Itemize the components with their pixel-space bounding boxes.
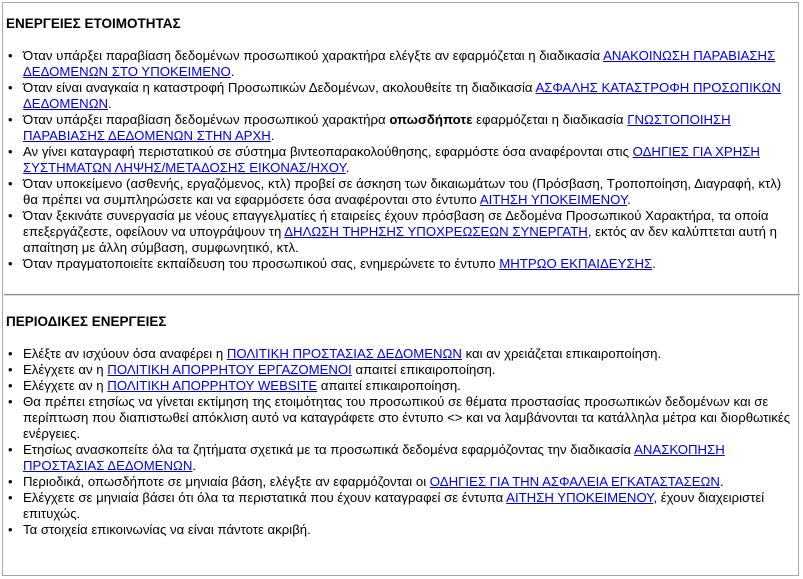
link-privacy-policy-website[interactable]: ΠΟΛΙΤΙΚΗ ΑΠΟΡΡΗΤΟΥ WEBSITE (107, 378, 318, 393)
link-breach-notification-authority[interactable]: ΓΝΩΣΤΟΠΟΙΗΣΗ ΠΑΡΑΒΙΑΣΗΣ ΔΕΔΟΜΕΝΩΝ ΣΤΗΝ ΑΡΧΗ (23, 112, 731, 143)
list-item: • Αν γίνει καταγραφή περιστατικού σε σύστημα βιντεοπαρακολούθησης, εφαρμόστε όσα αναφέρονται στις ΟΔΗΓΙΕΣ ΓΙΑ ΧΡΗΣΗ ΣΥΣΤΗΜΑΤΩΝ ΛΗΨΗΣ/ΜΕΤΑΔΟΣΗΣ ΕΙΚΟΝΑΣ/ΗΧΟΥ. (6, 144, 797, 176)
list-item: • Όταν υπάρξει παραβίαση δεδομένων προσωπικού χαρακτήρα οπωσδήποτε εφαρμόζεται η διαδικασία ΓΝΩΣΤΟΠΟΙΗΣΗ ΠΑΡΑΒΙΑΣΗΣ ΔΕΔΟΜΕΝΩΝ ΣΤΗΝ ΑΡΧΗ. (6, 112, 797, 144)
link-privacy-policy-employees[interactable]: ΠΟΛΙΤΙΚΗ ΑΠΟΡΡΗΤΟΥ ΕΡΓΑΖΟΜΕΝΟΙ (107, 362, 352, 377)
link-subject-request[interactable]: ΑΙΤΗΣΗ ΥΠΟΚΕΙΜΕΝΟΥ (479, 192, 628, 207)
list-item: • Περιοδικά, οπωσδήποτε σε μηνιαία βάση, ελέγξτε αν εφαρμόζονται οι ΟΔΗΓΙΕΣ ΓΙΑ ΤΗΝ ΑΣΦΑΛΕΙΑ ΕΓΚΑΤΑΣΤΑΣΕΩΝ. (6, 474, 797, 490)
periodic-list (6, 346, 797, 538)
list-item: • Ελέγχετε αν η ΠΟΛΙΤΙΚΗ ΑΠΟΡΡΗΤΟΥ WEBSITE απαιτεί επικαιροποίηση. (6, 378, 797, 394)
periodic-section (6, 314, 797, 538)
list-item: • Ελέγχετε σε μηνιαία βάσει ότι όλα τα περιστατικά που έχουν καταγραφεί σε έντυπα ΑΙΤΗΣΗ ΥΠΟΚΕΙΜΕΝΟΥ, έχουν διαχειριστεί επιτυχώς. (6, 490, 797, 522)
list-item: • Ετησίως ανασκοπείτε όλα τα ζητήματα σχετικά με τα προσωπικά δεδομένα εφαρμόζοντας την διαδικασία ΑΝΑΣΚΟΠΗΣΗ ΠΡΟΣΤΑΣΙΑΣ ΔΕΔΟΜΕΝΩΝ. (6, 442, 797, 474)
readiness-section (6, 16, 797, 272)
link-facility-security-guidelines[interactable]: ΟΔΗΓΙΕΣ ΓΙΑ ΤΗΝ ΑΣΦΑΛΕΙΑ ΕΓΚΑΤΑΣΤΑΣΕΩΝ (429, 474, 720, 489)
list-item: • Όταν είναι αναγκαία η καταστροφή Προσωπικών Δεδομένων, ακολουθείτε τη διαδικασία ΑΣΦΑΛΗΣ ΚΑΤΑΣΤΡΟΦΗ ΠΡΟΣΩΠΙΚΩΝ ΔΕΔΟΜΕΝΩΝ. (6, 80, 797, 112)
link-subject-request-forms[interactable]: ΑΙΤΗΣΗ ΥΠΟΚΕΙΜΕΝΟΥ (506, 490, 654, 505)
link-data-protection-policy[interactable]: ΠΟΛΙΤΙΚΗ ΠΡΟΣΤΑΣΙΑΣ ΔΕΔΟΜΕΝΩΝ (226, 346, 462, 361)
list-item: • Όταν υποκείμενο (ασθενής, εργαζόμενος, κτλ) προβεί σε άσκηση των δικαιωμάτων του (Πρόσβαση, Τροποποίηση, Διαγραφή, κτλ) θα πρέπει να συμπληρώσετε και να εφαρμόσετε όσα αναφέρονται στο έντυπο ΑΙΤΗΣΗ ΥΠΟΚΕΙΜΕΝΟΥ. (6, 176, 797, 208)
readiness-heading: ΕΝΕΡΓΕΙΕΣ ΕΤΟΙΜΟΤΗΤΑΣ (6, 16, 181, 31)
section-divider (4, 294, 800, 296)
list-item: • Ελέξτε αν ισχύουν όσα αναφέρει η ΠΟΛΙΤΙΚΗ ΠΡΟΣΤΑΣΙΑΣ ΔΕΔΟΜΕΝΩΝ και αν χρειάζεται επικαιροποίηση. (6, 346, 797, 362)
link-data-breach-notice-subject[interactable]: ΑΝΑΚΟΙΝΩΣΗ ΠΑΡΑΒΙΑΣΗΣ ΔΕΔΟΜΕΝΩΝ ΣΤΟ ΥΠΟΚΕΙΜΕΝΟ (23, 48, 776, 79)
list-item: • Όταν υπάρξει παραβίαση δεδομένων προσωπικού χαρακτήρα ελέγξτε αν εφαρμόζεται η διαδικασία ΑΝΑΚΟΙΝΩΣΗ ΠΑΡΑΒΙΑΣΗΣ ΔΕΔΟΜΕΝΩΝ ΣΤΟ ΥΠΟΚΕΙΜΕΝΟ. (6, 48, 797, 80)
readiness-list (6, 48, 797, 272)
link-video-surveillance-guidelines[interactable]: ΟΔΗΓΙΕΣ ΓΙΑ ΧΡΗΣΗ ΣΥΣΤΗΜΑΤΩΝ ΛΗΨΗΣ/ΜΕΤΑΔΟΣΗΣ ΕΙΚΟΝΑΣ/ΗΧΟΥ (23, 144, 760, 175)
list-item: • Όταν πραγματοποιείτε εκπαίδευση του προσωπικού σας, ενημερώνετε το έντυπο ΜΗΤΡΩΟ ΕΚΠΑΙΔΕΥΣΗΣ. (6, 256, 797, 272)
list-item: • Ελέγχετε αν η ΠΟΛΙΤΙΚΗ ΑΠΟΡΡΗΤΟΥ ΕΡΓΑΖΟΜΕΝΟΙ απαιτεί επικαιροποίηση. (6, 362, 797, 378)
link-partner-obligations-declaration[interactable]: ΔΗΛΩΣΗ ΤΗΡΗΣΗΣ ΥΠΟΧΡΕΩΣΕΩΝ ΣΥΝΕΡΓΑΤΗ (284, 224, 588, 239)
link-data-protection-review[interactable]: ΑΝΑΣΚΟΠΗΣΗ ΠΡΟΣΤΑΣΙΑΣ ΔΕΔΟΜΕΝΩΝ (23, 442, 725, 473)
emphasis-text: οπωσδήποτε (389, 112, 473, 127)
list-item: • Τα στοιχεία επικοινωνίας να είναι πάντοτε ακριβή. (6, 522, 797, 538)
list-item: • Όταν ξεκινάτε συνεργασία με νέους επαγγελματίες ή εταιρείες έχουν πρόσβαση σε Δεδομένα Προσωπικού Χαρακτήρα, τα οποία επεξεργάζεστε, οφείλουν να υπογράψουν τη ΔΗΛΩΣΗ ΤΗΡΗΣΗΣ ΥΠΟΧΡΕΩΣΕΩΝ ΣΥΝΕΡΓΑΤΗ, εκτός αν δεν καλύπτεται αυτή η απαίτηση με άλλη σύμβαση, συμφωνητικό, κτλ. (6, 208, 797, 256)
list-item: • Θα πρέπει ετησίως να γίνεται εκτίμηση της ετοιμότητας του προσωπικού σε θέματα προστασίας προσωπικών δεδομένων και σε περίπτωση που διαπιστωθεί απόκλιση αυτό να καταγράφετε στο έντυπο <> και να λαμβάνονται τα κατάλληλα μέτρα και διορθωτικές ενέργειες. (6, 394, 797, 442)
periodic-heading: ΠΕΡΙΟΔΙΚΕΣ ΕΝΕΡΓΕΙΕΣ (6, 314, 167, 329)
link-secure-data-destruction[interactable]: ΑΣΦΑΛΗΣ ΚΑΤΑΣΤΡΟΦΗ ΠΡΟΣΩΠΙΚΩΝ ΔΕΔΟΜΕΝΩΝ (23, 80, 781, 111)
link-training-register[interactable]: ΜΗΤΡΩΟ ΕΚΠΑΙΔΕΥΣΗΣ (499, 256, 653, 271)
